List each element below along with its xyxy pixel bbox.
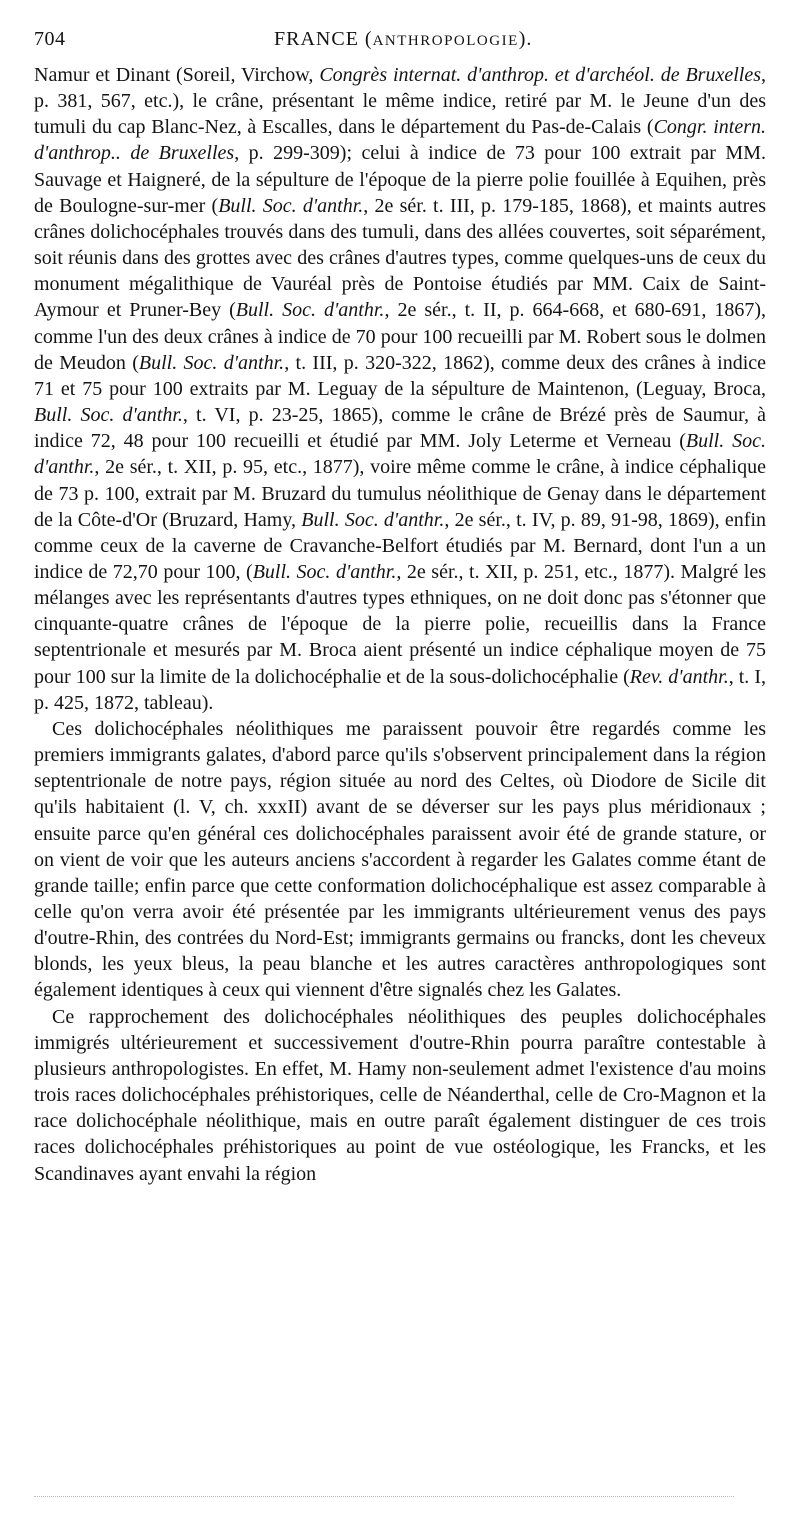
citation-italic: Bull. Soc. d'anthr.	[301, 508, 445, 531]
citation-italic: Bull. Soc. d'anthr.	[34, 404, 183, 427]
running-title-main: FRANCE (	[274, 28, 373, 50]
paragraph	[34, 62, 766, 716]
citation-italic: Congrès internat. d'anthrop. et d'archéol. de Bruxelles	[319, 64, 761, 86]
text-segment: , p. 299-309); celui à indice de 73 pour 100 extrait par MM. Sauvage et Haigneré, de la sépulture de l'époque de la pierre polie fouillée à Equihen, près de Boulogne-sur-mer (	[34, 142, 767, 217]
text-segment: , t. VI, p. 23-25, 1865), comme le crâne de Brézé près de Saumur, à indice 72, 48 pour 100 recueilli et étudié par MM. Joly Leterme et Verneau (	[34, 404, 766, 453]
page-number: 704	[34, 28, 66, 50]
text-segment: , 2e sér., t. XII, p. 95, etc., 1877), voire même comme le crâne, à indice céphalique de 73 p. 100, extrait par M. Bruzard du tumulus néolithique de Genay dans le département de la Côte-d'Or (Bruzard, Hamy,	[34, 456, 766, 531]
paragraph	[34, 1004, 766, 1187]
citation-italic: Bull. Soc. d'anthr.	[252, 560, 397, 583]
text-segment: Namur et Dinant (Soreil, Virchow,	[34, 64, 320, 86]
running-title	[274, 28, 532, 51]
citation-italic: Bull. Soc. d'anthr.	[34, 430, 766, 479]
text-segment: , 2e sér., t. XII, p. 251, etc., 1877). Malgré les mélanges avec les représentants d'autres types ethniques, on ne doit donc pas s'étonner que cinquante-quatre crânes de l'époque de la pierre polie, recueillis dans la France septentrionale et mesurés par M. Broca aient présenté un indice céphalique moyen de 75 pour 100 sur la limite de la dolichocéphalie et de la sous-dolichocéphalie (	[34, 560, 766, 688]
citation-italic: Rev. d'anthr.	[629, 665, 729, 688]
citation-italic: Bull. Soc. d'anthr.	[218, 194, 364, 217]
body-text	[34, 62, 766, 1187]
paragraph	[34, 716, 766, 1004]
citation-italic: Bull. Soc. d'anthr.	[235, 299, 385, 322]
running-title-small-caps: ANTHROPOLOGIE	[372, 33, 519, 49]
text-segment: , p. 381, 567, etc.), le crâne, présentant le même indice, retiré par M. le Jeune d'un des tumuli du cap Blanc-Nez, à Escalles, dans le département du Pas-de-Calais (	[34, 64, 766, 139]
text-segment: Ces dolichocéphales néolithiques me paraissent pouvoir être regardés comme les premiers immigrants galates, d'abord parce qu'ils s'observent principalement dans la région septentrionale de notre pays, région située au nord des Celtes, où Diodore de Sicile dit qu'ils habitaient (l. V, ch. xxxII) avant de se déverser sur les pays plus méridionaux ; ensuite parce qu'en général ces dolichocéphales paraissent avoir été de grande stature, or on vient de voir que les auteurs anciens s'accordent à regarder les Galates comme étant de grande taille; enfin parce que cette conformation dolichocéphalique est assez comparable à celle qu'on verra avoir été présentée par les immigrants ultérieurement venus des pays d'outre-Rhin, des contrées du Nord-Est; immigrants germains ou francks, dont les cheveux blonds, les yeux bleus, la peau blanche et les autres caractères anthropologiques sont également identiques à ceux qui viennent d'être signalés chez les Galates.	[34, 717, 766, 1002]
citation-italic: Bull. Soc. d'anthr.	[138, 351, 285, 374]
running-title-end: ).	[518, 28, 533, 50]
citation-italic: Congr. intern. d'anthrop.. de Bruxelles	[34, 116, 766, 165]
text-segment: , t. III, p. 320-322, 1862), comme deux des crânes à indice 71 et 75 pour 100 extraits par M. Leguay de la sépulture de Maintenon, (Leguay, Broca,	[34, 351, 767, 400]
footer-rule	[34, 1496, 734, 1497]
text-segment: , 2e sér., t. IV, p. 89, 91-98, 1869), enfin comme ceux de la caverne de Cravanche-Belfort étudiés par M. Bernard, dont l'un a un indice de 72,70 pour 100, (	[34, 508, 767, 583]
text-segment: , 2e sér. t. III, p. 179-185, 1868), et maints autres crânes dolichocéphales trouvés dans des tumuli, dans des allées couvertes, soit séparément, soit réunis dans des grottes avec des crânes d'autres types, comme quelques-uns de ceux du monument mégalithique de Vauréal près de Pontoise étudiés par MM. Caix de Saint-Aymour et Pruner-Bey (	[34, 194, 766, 322]
page-body	[34, 62, 766, 1187]
running-header	[34, 28, 766, 62]
text-segment: , t. I, p. 425, 1872, tableau).	[34, 665, 766, 714]
text-segment: Ce rapprochement des dolichocéphales néolithiques des peuples dolichocéphales immigrés ultérieurement et successivement d'outre-Rhin pourra paraître contestable à plusieurs anthropologistes. En effet, M. Hamy non-seulement admet l'existence d'au moins trois races dolichocéphales préhistoriques, celle de Néanderthal, celle de Cro-Magnon et la race dolichocéphale néolithique, mais en outre paraît également distinguer de ces trois races dolichocéphales préhistoriques au point de vue ostéologique, les Francks, et les Scandinaves ayant envahi la région	[34, 1005, 766, 1185]
text-segment: , 2e sér., t. II, p. 664-668, et 680-691, 1867), comme l'un des deux crânes à indice de 70 pour 100 recueilli par M. Robert sous le dolmen de Meudon (	[34, 299, 767, 374]
